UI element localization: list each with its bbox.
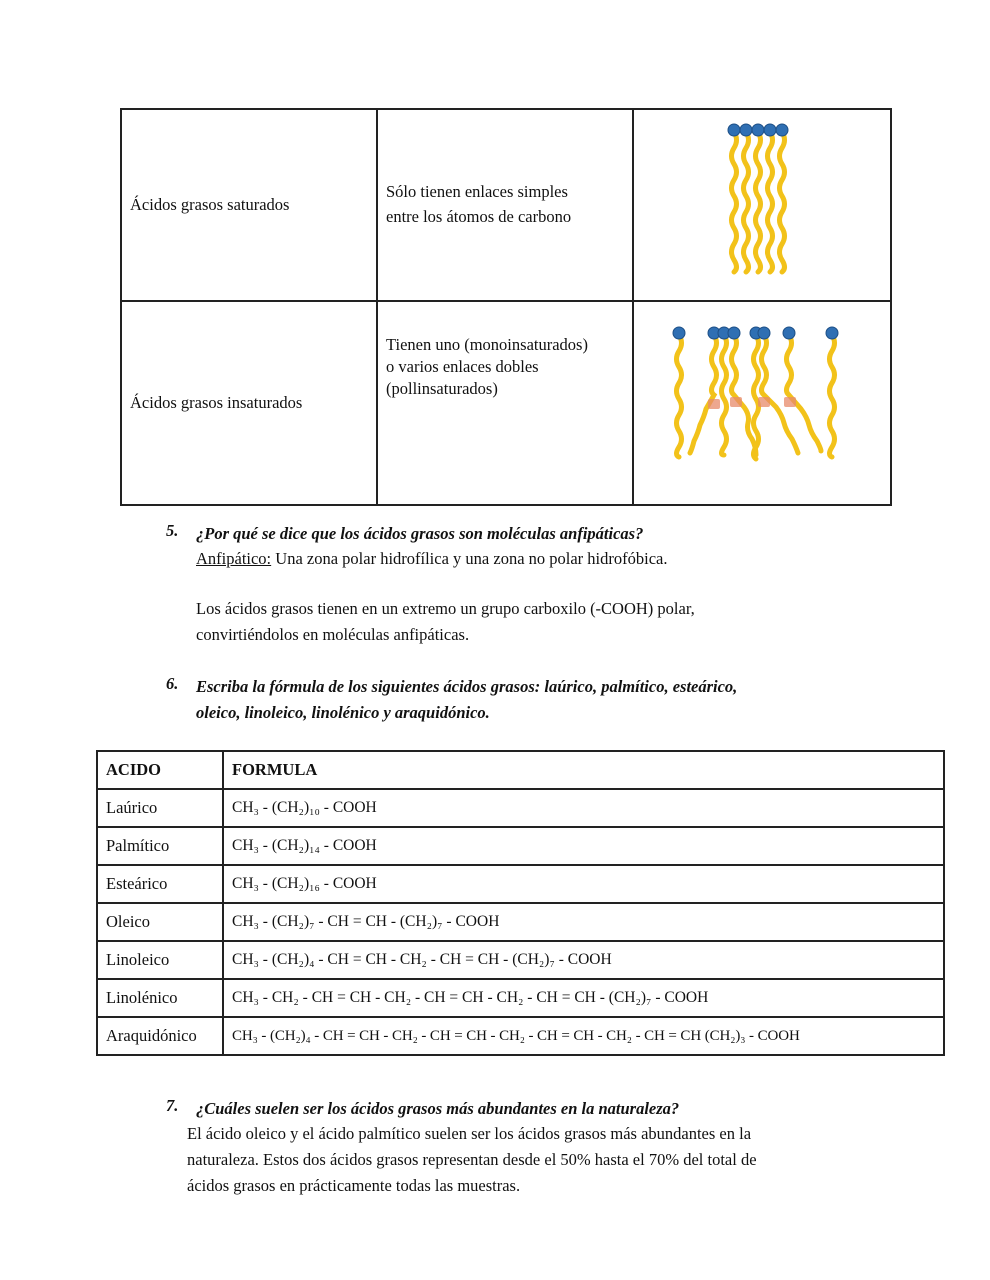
answer-line: convirtiéndolos en moléculas anfipáticas. [196,625,470,644]
answer-line: El ácido oleico y el ácido palmítico suelen ser los ácidos grasos más abundantes en la [187,1124,752,1143]
answer-line: ácidos grasos en prácticamente todas las muestras. [187,1176,521,1195]
description-cell [377,301,633,505]
table-row [97,827,944,865]
question-7-title: ¿Cuáles suelen ser los ácidos grasos más abundantes en la naturaleza? [196,1099,680,1118]
table-row [97,979,944,1017]
type-label: Ácidos grasos saturados [130,195,290,214]
acid-name: Laúrico [97,789,223,827]
question-6-number: 6. [166,674,179,693]
description-line: Tienen uno (monoinsaturados) [386,335,588,354]
description-line: entre los átomos de carbono [386,206,572,226]
acid-formula: CH₃ - (CH₂)₄ - CH = CH - CH₂ - CH = CH - CH₂ - CH = CH - CH₂ - CH = CH (CH₂)₃ - COOH [223,1017,944,1055]
header-acid: ACIDO [97,751,223,789]
header-formula: FORMULA [223,751,944,789]
question-5-number: 5. [166,521,179,540]
table-row [97,789,944,827]
table-header-row [97,751,944,789]
question-7-title-wrap [196,1096,916,1121]
acid-formula: CH₃ - (CH₂)₄ - CH = CH - CH₂ - CH = CH - (CH₂)₇ - COOH [223,941,944,979]
acid-formula: CH₃ - (CH₂)₁₀ - COOH [223,789,944,827]
description-cell [377,109,633,301]
question-5 [196,521,896,648]
acid-formula: CH₃ - (CH₂)₁₄ - COOH [223,827,944,865]
acid-name: Esteárico [97,865,223,903]
type-cell [121,301,377,505]
acid-name: Araquidónico [97,1017,223,1055]
table-row-unsaturated [121,301,891,505]
description-line: o varios enlaces dobles [386,357,539,376]
question-6 [196,674,916,726]
question-6-title-line: Escriba la fórmula de los siguientes ácidos grasos: laúrico, palmítico, esteárico, [196,677,738,696]
acid-name: Linolénico [97,979,223,1017]
definition-line [196,546,896,571]
question-7-number: 7. [166,1096,179,1115]
table-row [97,903,944,941]
acid-formula: CH₃ - (CH₂)₁₆ - COOH [223,865,944,903]
illustration-cell [633,301,891,505]
acid-name: Palmítico [97,827,223,865]
type-label: Ácidos grasos insaturados [130,393,303,412]
illustration-cell [633,109,891,301]
acid-formula: CH₃ - (CH₂)₇ - CH = CH - (CH₂)₇ - COOH [223,903,944,941]
acid-name: Linoleico [97,941,223,979]
question-6-title-line: oleico, linoleico, linolénico y araquidónico. [196,703,490,722]
type-cell [121,109,377,301]
definition-term: Anfipático: [196,549,272,568]
acid-name: Oleico [97,903,223,941]
table-row [97,1017,944,1055]
table-row [97,865,944,903]
definition-text: Una zona polar hidrofílica y una zona no polar hidrofóbica. [271,549,668,568]
table-row [97,941,944,979]
question-7-answer [187,1121,907,1199]
question-5-title: ¿Por qué se dice que los ácidos grasos son moléculas anfipáticas? [196,524,644,543]
answer-line: naturaleza. Estos dos ácidos grasos representan desde el 50% hasta el 70% del total de [187,1150,757,1169]
unsaturated-fatty-acid-chains-icon [634,315,890,485]
description-line: (pollinsaturados) [386,379,498,398]
saturated-fatty-acid-chains-icon [634,110,890,294]
formula-table [96,750,945,1056]
acid-formula: CH₃ - CH₂ - CH = CH - CH₂ - CH = CH - CH₂ - CH = CH - (CH₂)₇ - COOH [223,979,944,1017]
description-line: Sólo tienen enlaces simples [386,181,568,201]
table-row-saturated [121,109,891,301]
fatty-acid-types-table [120,108,892,506]
answer-line: Los ácidos grasos tienen en un extremo un grupo carboxilo (-COOH) polar, [196,599,695,618]
